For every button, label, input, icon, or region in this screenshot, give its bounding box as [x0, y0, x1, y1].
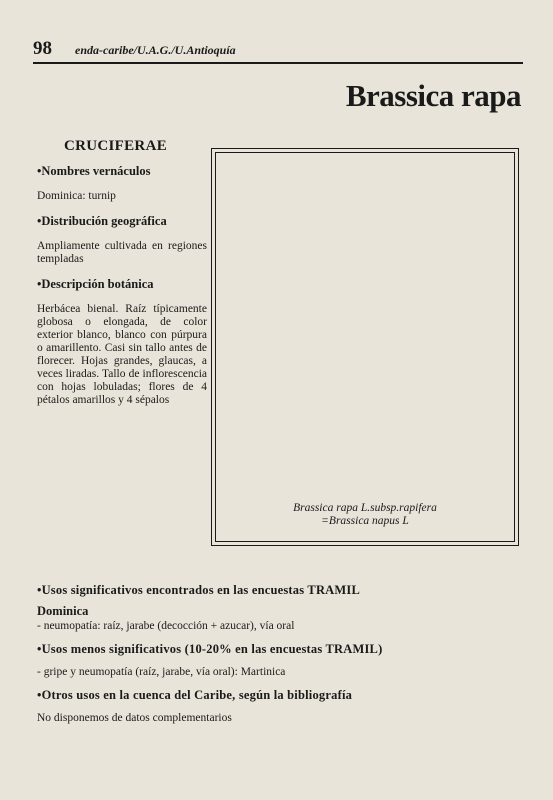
page-header	[33, 38, 523, 62]
caption-line-1: Brassica rapa L.subsp.rapifera	[293, 502, 437, 514]
dominica-label: Dominica	[37, 604, 89, 618]
running-title: enda-caribe/U.A.G./U.Antioquía	[75, 43, 236, 57]
distribucion-heading: •Distribución geográfica	[37, 214, 167, 228]
species-title: Brassica rapa	[345, 78, 521, 113]
page-number: 98	[33, 38, 52, 59]
otros-text: No disponemos de datos complementarios	[37, 712, 232, 724]
header-rule	[33, 62, 523, 64]
menos-text: - gripe y neumopatía (raíz, jarabe, vía oral): Martinica	[37, 666, 286, 678]
family-name: CRUCIFERAE	[64, 138, 168, 154]
descripcion-text: Herbácea bienal. Raíz típicamente globosa o elongada, de color exterior blanco, blanco con púrpura o amarillento. Casi sin tallo antes de florecer. Hojas grandes, glaucas, a veces liradas. Tallo de inflorescencia con hojas lobuladas; flores de 4 pétalos amarillos y 4 sépalos	[37, 303, 207, 406]
nombres-text: Dominica: turnip	[37, 190, 116, 202]
left-column	[37, 140, 207, 407]
illustration-inner-frame	[215, 152, 515, 542]
otros-heading: •Otros usos en la cuenca del Caribe, según la bibliografía	[37, 688, 353, 702]
illustration-frame	[211, 148, 519, 546]
menos-heading: •Usos menos significativos (10-20% en las encuestas TRAMIL)	[37, 642, 383, 656]
illustration-caption	[216, 502, 514, 528]
descripcion-heading: •Descripción botánica	[37, 277, 154, 291]
nombres-heading: •Nombres vernáculos	[37, 164, 151, 178]
usos-heading: •Usos significativos encontrados en las encuestas TRAMIL	[37, 583, 360, 597]
caption-line-2: =Brassica napus L	[321, 515, 409, 527]
distribucion-text: Ampliamente cultivada en regiones templadas	[37, 240, 207, 265]
uses-section	[37, 583, 517, 725]
dominica-text: - neumopatía: raíz, jarabe (decocción + azucar), vía oral	[37, 620, 295, 632]
